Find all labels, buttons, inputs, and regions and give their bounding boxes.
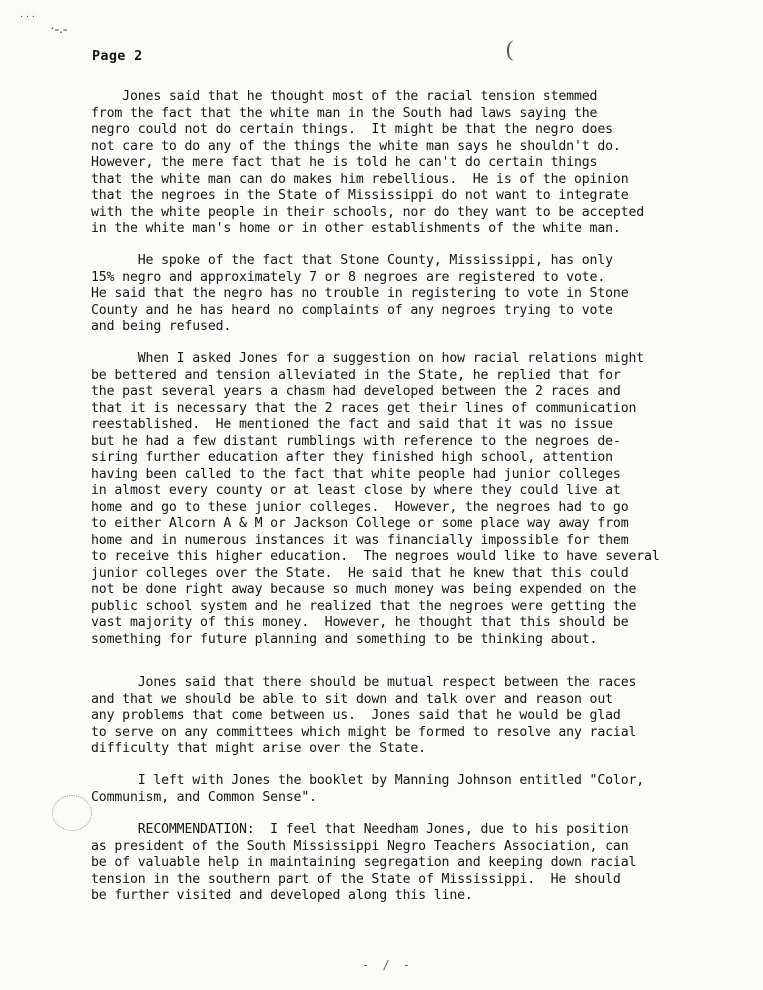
text-line: be bettered and tension alleviated in the State, he replied that for [91, 367, 621, 383]
footer-mark: - / - [362, 958, 414, 972]
text-line: but he had a few distant rumblings with reference to the negroes de- [91, 433, 621, 449]
text-line: tension in the southern part of the State of Mississippi. He should [91, 871, 621, 887]
paragraph-recommendation [91, 822, 636, 905]
text-line: and being refused. [91, 319, 232, 334]
paragraph-mutual-respect [91, 675, 636, 758]
text-line: not be done right away because so much money was being expended on the [91, 582, 637, 597]
text-line: Communism, and Common Sense". [91, 789, 317, 805]
paragraph-stone-county [91, 253, 628, 336]
text-line: He said that the negro has no trouble in registering to vote in Stone [91, 286, 629, 301]
text-line: junior colleges over the State. He said that he knew that this could [91, 565, 629, 581]
text-line: in the white man's home or in other establishments of the white man. [91, 221, 621, 236]
paragraph-booklet [91, 773, 644, 806]
text-line: having been called to the fact that white people had junior colleges [91, 466, 621, 482]
text-line: difficulty that might arise over the State. [91, 741, 426, 756]
text-line: the past several years a chasm had developed between the 2 races and [91, 384, 621, 399]
text-line: be further visited and developed along this line. [91, 888, 473, 903]
text-line: not care to do any of the things the white man says he shouldn't do. [91, 138, 621, 154]
paragraph-race-relations [91, 351, 660, 648]
text-line: When I asked Jones for a suggestion on how racial relations might [91, 351, 645, 366]
text-line: home and in numerous instances it was financially impossible for them [91, 532, 629, 548]
scan-speck: ·-.- [50, 22, 68, 37]
text-line: any problems that come between us. Jones said that he would be glad [91, 708, 621, 723]
text-line: in almost every county or at least close by where they could live at [91, 483, 621, 498]
text-line: with the white people in their schools, nor do they want to be accepted [91, 204, 645, 220]
text-line: RECOMMENDATION: I feel that Needham Jones, due to his position [91, 822, 629, 837]
text-line: Jones said that he thought most of the racial tension stemmed [91, 89, 598, 104]
text-line: that the white man can do makes him rebellious. He is of the opinion [91, 171, 629, 187]
text-line: that the negroes in the State of Mississippi do not want to integrate [91, 188, 629, 203]
text-line: to receive this higher education. The negroes would like to have several [91, 549, 660, 564]
text-line: 15% negro and approximately 7 or 8 negroes are registered to vote. [91, 269, 606, 285]
text-line: public school system and he realized that the negroes were getting the [91, 598, 637, 614]
text-line: that it is necessary that the 2 races get their lines of communication [91, 400, 637, 416]
text-line: I left with Jones the booklet by Manning Johnson entitled "Color, [91, 773, 645, 788]
text-line: reestablished. He mentioned the fact and said that it was no issue [91, 417, 613, 432]
text-line: However, the mere fact that he is told he can't do certain things [91, 155, 598, 170]
scan-speck: · · · [20, 12, 35, 23]
text-line: siring further education after they finished high school, attention [91, 450, 613, 465]
text-line: Jones said that there should be mutual respect between the races [91, 675, 637, 690]
text-line: be of valuable help in maintaining segregation and keeping down racial [91, 855, 637, 870]
page-number: Page 2 [92, 48, 143, 64]
text-line: to either Alcorn A & M or Jackson College or some place way away from [91, 516, 629, 531]
text-line: something for future planning and something to be thinking about. [91, 631, 598, 647]
text-line: and that we should be able to sit down and talk over and reason out [91, 691, 613, 707]
text-line: vast majority of this money. However, he thought that this should be [91, 615, 629, 630]
punch-hole-mark [52, 795, 92, 831]
text-line: negro could not do certain things. It might be that the negro does [91, 122, 613, 137]
text-line: He spoke of the fact that Stone County, Mississippi, has only [91, 253, 613, 268]
text-line: from the fact that the white man in the South had laws saying the [91, 105, 598, 121]
paragraph-tension [91, 89, 644, 238]
text-line: to serve on any committees which might be formed to resolve any racial [91, 724, 637, 740]
paper-mark: ( [506, 36, 514, 61]
text-line: County and he has heard no complaints of any negroes trying to vote [91, 302, 613, 318]
text-line: home and go to these junior colleges. However, the negroes had to go [91, 499, 629, 515]
text-line: as president of the South Mississippi Negro Teachers Association, can [91, 838, 629, 854]
